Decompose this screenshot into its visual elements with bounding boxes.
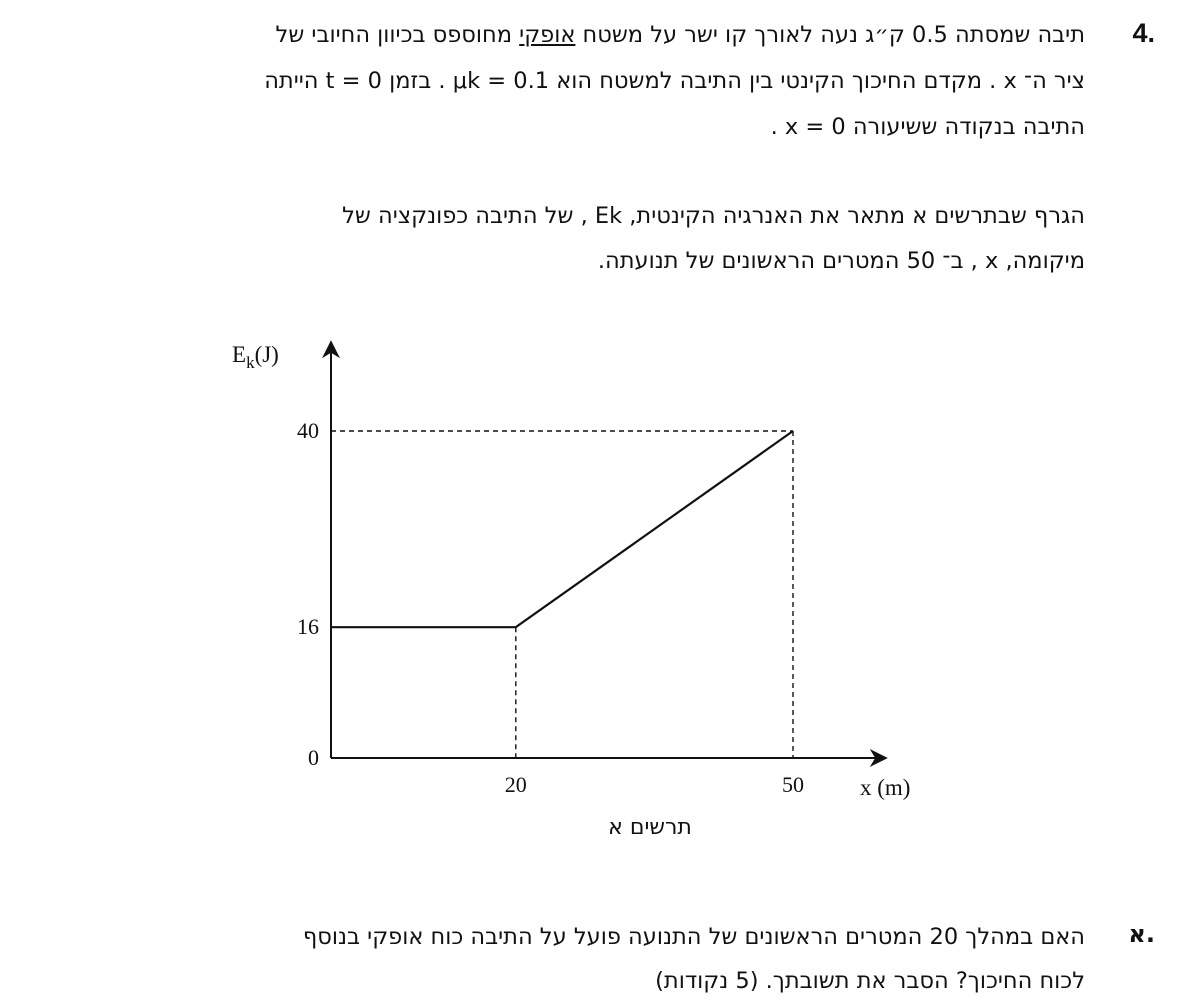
energy-line xyxy=(331,431,793,627)
question-paragraph xyxy=(35,12,1085,150)
y-axis-label: $E_k(J)$ xyxy=(232,342,279,372)
sub-question-line-1: האם במהלך 20 המטרים הראשונים של התנועה פועל על התיבה כוח אופקי בנוסף xyxy=(302,924,1085,950)
x-tick-label: 50 xyxy=(782,772,804,797)
y-tick-label: 40 xyxy=(297,418,319,443)
x-tick-labels xyxy=(505,772,804,797)
x-tick-label: 20 xyxy=(504,772,527,797)
question-number: 4. xyxy=(1132,18,1155,48)
figure-caption: תרשים א xyxy=(608,815,692,840)
y-tick-label: 0 xyxy=(308,745,319,770)
question-line-3: התיבה בנקודה ששיעורה x = 0 . xyxy=(770,114,1085,140)
question-line-1: תיבה שמסתה 0.5 ק״ג נעה לאורך קו ישר על משטח אופקי מחוספס בכיוון החיובי של xyxy=(275,22,1085,48)
graph-description xyxy=(35,194,1085,284)
underlined-word: אופקי xyxy=(519,22,576,48)
sub-question-label: א. xyxy=(1128,920,1155,948)
graph-description-line-2: מיקומה, x , ב־ 50 המטרים הראשונים של תנועתה. xyxy=(597,248,1085,274)
x-axis-label: x (m) xyxy=(860,775,911,800)
y-tick-labels xyxy=(297,418,319,770)
sub-question-line-2: לכוח החיכוך? הסבר את תשובתך. (5 נקודות) xyxy=(655,968,1085,994)
question-line-2: ציר ה־ x . מקדם החיכוך הקינטי בין התיבה למשטח הוא μk = 0.1 . בזמן t = 0 הייתה xyxy=(264,68,1085,94)
sub-question-text xyxy=(35,915,1085,1003)
kinetic-energy-chart xyxy=(0,300,1200,810)
graph-description-line-1: הגרף שבתרשים א מתאר את האנרגיה הקינטית, Ek , של התיבה כפונקציה של xyxy=(342,203,1085,229)
y-tick-label: 16 xyxy=(297,614,319,640)
